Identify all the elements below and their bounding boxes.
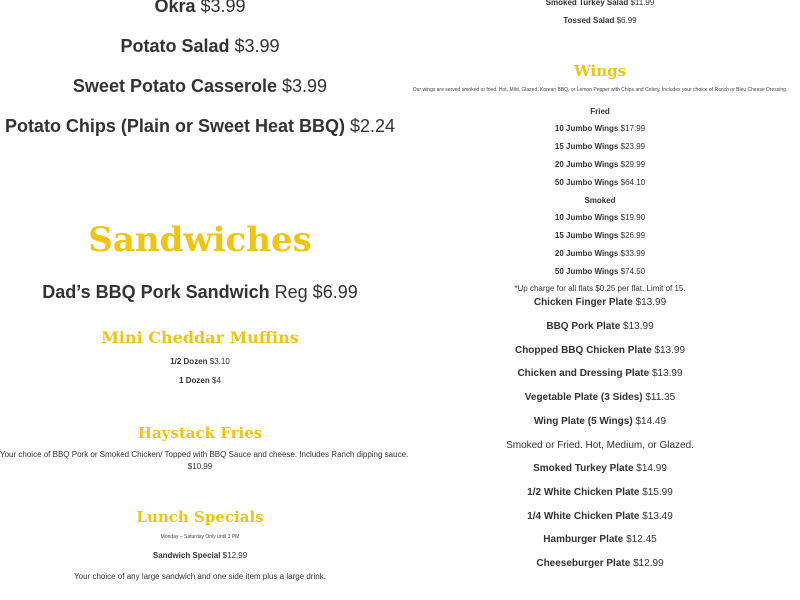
muffins-heading: Mini Cheddar Muffins [101, 328, 299, 347]
sandwiches-heading: Sandwiches [88, 220, 312, 260]
lunch-heading: Lunch Specials [136, 508, 264, 526]
plate-bbq-pork: BBQ Pork Plate $13.99 [546, 321, 654, 332]
smoked-wings-50: 50 Jumbo Wings $74.50 [554, 267, 646, 276]
fries-description: Your choice of BBQ Pork or Smoked Chicken/ Topped with BBQ Sauce and cheese. Includes Ranch dipping sauce. [0, 450, 409, 459]
plate-wing: Wing Plate (5 Wings) $14.49 [533, 416, 667, 427]
side-item-potato-salad: Potato Salad $3.99 [120, 36, 280, 56]
wing-plate-note: Smoked or Fried. Hot, Medium, or Glazed. [506, 440, 694, 451]
lunch-note: Monday – Saturday Only until 3 PM [160, 534, 240, 540]
side-item-sweet-potato-casserole: Sweet Potato Casserole $3.99 [72, 76, 328, 96]
muffin-item-half-dozen: 1/2 Dozen $3.10 [170, 357, 230, 366]
plate-half-white-chicken: 1/2 White Chicken Plate $15.99 [527, 487, 673, 498]
plate-vegetable: Vegetable Plate (3 Sides) $11.35 [524, 392, 676, 403]
fries-price: $10.99 [187, 462, 213, 471]
smoked-label: Smoked [584, 196, 616, 205]
plate-quarter-white-chicken: 1/4 White Chicken Plate $13.49 [527, 511, 673, 522]
plate-cheeseburger: Cheeseburger Plate $12.99 [536, 558, 664, 569]
fried-wings-15: 15 Jumbo Wings $23.99 [554, 142, 646, 151]
muffin-item-dozen: 1 Dozen $4 [179, 376, 221, 385]
plate-chicken-dressing: Chicken and Dressing Plate $13.99 [517, 368, 683, 379]
side-item-potato-chips: Potato Chips (Plain or Sweet Heat BBQ) $2.24 [4, 116, 396, 136]
menu-item-tossed-salad: Tossed Salad $6.99 [563, 16, 637, 25]
smoked-wings-20: 20 Jumbo Wings $33.99 [554, 249, 646, 258]
plate-smoked-turkey: Smoked Turkey Plate $14.99 [533, 463, 667, 474]
plate-chicken-finger: Chicken Finger Plate $13.99 [533, 297, 667, 308]
plate-hamburger: Hamburger Plate $12.45 [543, 534, 657, 545]
side-item-okra: Okra $3.99 [154, 0, 246, 16]
smoked-wings-15: 15 Jumbo Wings $26.99 [554, 231, 646, 240]
lunch-item: Sandwich Special $12.99 [152, 551, 248, 560]
fried-wings-50: 50 Jumbo Wings $64.10 [554, 178, 646, 187]
fried-wings-10: 10 Jumbo Wings $17.99 [554, 124, 646, 133]
wings-description: Our wings are served smoked or fried. Hot, Mild, Glazed, Korean BBQ, or Lemon Pepper with Chips and Celery. Includes your choice of Ranch or Bleu Cheese Dressing. [412, 87, 788, 93]
wings-heading: Wings [573, 62, 627, 80]
fries-heading: Haystack Fries [137, 424, 263, 442]
menu-item-smoked-turkey-salad: Smoked Turkey Salad $11.99 [545, 0, 655, 7]
fried-wings-20: 20 Jumbo Wings $29.99 [554, 160, 646, 169]
fried-label: Fried [590, 107, 610, 116]
sandwich-item: Dad’s BBQ Pork Sandwich Reg $6.99 [42, 282, 358, 302]
smoked-wings-10: 10 Jumbo Wings $19.90 [554, 213, 646, 222]
upcharge-note: *Up charge for all flats $0.25 per flat. Limit of 15. [514, 284, 686, 293]
lunch-description: Your choice of any large sandwich and one side item plus a large drink. [74, 572, 326, 581]
plate-chopped-bbq-chicken: Chopped BBQ Chicken Plate $13.99 [514, 345, 686, 356]
